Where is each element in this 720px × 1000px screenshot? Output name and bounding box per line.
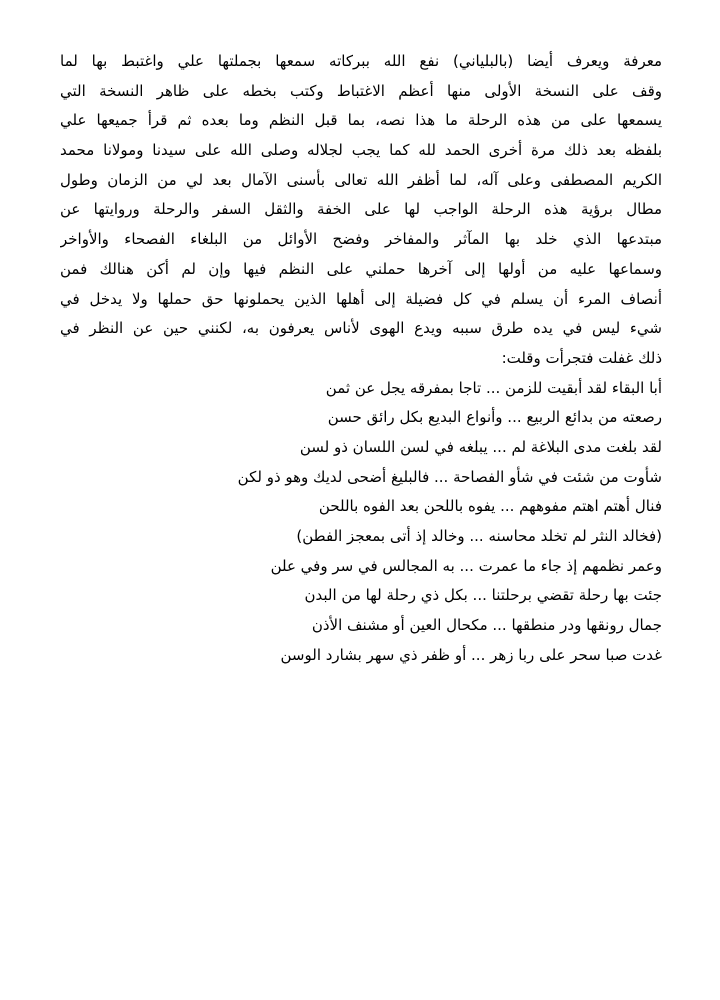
prose-line: مبتدعها الذي خلد بها المآثر والمفاخر وفضح الأوائل من البلغاء الفصحاء والأواخر <box>60 230 662 249</box>
prose-line: مطال برؤية هذه الرحلة الواجب لها على الخفة والثقل السفر والرحلة وروايتها عن <box>60 200 662 219</box>
verse-line: أبا البقاء لقد أبقيت للزمن ... تاجا بمفرقه يجل عن ثمن <box>325 378 662 397</box>
verse-line: جئت بها رحلة تقضي برحلتنا ... بكل ذي رحلة لها من البدن <box>304 586 662 605</box>
prose-line-intro-to-verses: ذلك غفلت فتجرأت وقلت: <box>501 348 662 367</box>
prose-line: الكريم المصطفى وعلى آله، لما أظفر الله تعالى بأسنى الآمال بعد لي من الزمان وطول <box>60 170 662 189</box>
prose-line: معرفة ويعرف أيضا (بالبلياني) نفع الله ببركاته سمعها بجملتها علي واغتبط بها لما <box>60 52 662 70</box>
verse-line: (فخالد النثر لم تخلد محاسنه ... وخالد إذ أتى بمعجز الفطن) <box>296 527 662 545</box>
prose-line: بلفظه بعد ذلك مرة أخرى الحمد لله كما يجب لجلاله وصلى الله على سيدنا ومولانا محمد <box>60 141 662 160</box>
verse-line: فنال أهتم اهتم مفوههم ... يفوه باللحن بعد الفوه باللحن <box>318 497 662 516</box>
verse-line: رصعته من بدائع الربيع ... وأنواع البديع بكل رائق حسن <box>327 408 662 427</box>
verse-line: غدت صبا سحر على ربا زهر ... أو ظفر ذي سهر بشارد الوسن <box>280 645 662 664</box>
verse-line: لقد بلغت مدى البلاغة لم ... يبلغه في لسن اللسان ذو لسن <box>299 437 662 456</box>
prose-line: شيء ليس في يده طرق سببه ويدع الهوى لأناس يعرفون به، لكنني حين عن النظر في <box>60 319 662 338</box>
prose-line: يسمعها على من هذه الرحلة ما هذا نصه، بما قبل النظم وما بعده ثم قرأ جميعها علي <box>60 111 662 130</box>
verse-line: جمال رونقها ودر منطقها ... مكحال العين أو مشنف الأذن <box>311 616 662 635</box>
prose-line: وقف على النسخة الأولى منها أعظم الاغتباط وكتب بخطه على ظاهر النسخة التي <box>60 81 662 100</box>
prose-line: وسماعها عليه من أولها إلى آخرها حملني على النظم فيها وإن لم أكن هنالك فمن <box>60 259 662 278</box>
verse-line: وعمر نظمهم إذ جاء ما عمرت ... به المجالس في سر وفي علن <box>270 556 662 575</box>
prose-line: أنصاف المرء أن يسلم في كل فضيلة إلى أهلها الذين يحملونها حق حملها ولا يدخل في <box>60 289 662 308</box>
verse-line: شأوت من شئت في شأو الفصاحة ... فالبليغ أضحى لديك وهو ذو لكن <box>237 467 662 486</box>
arabic-text-block <box>60 47 662 670</box>
